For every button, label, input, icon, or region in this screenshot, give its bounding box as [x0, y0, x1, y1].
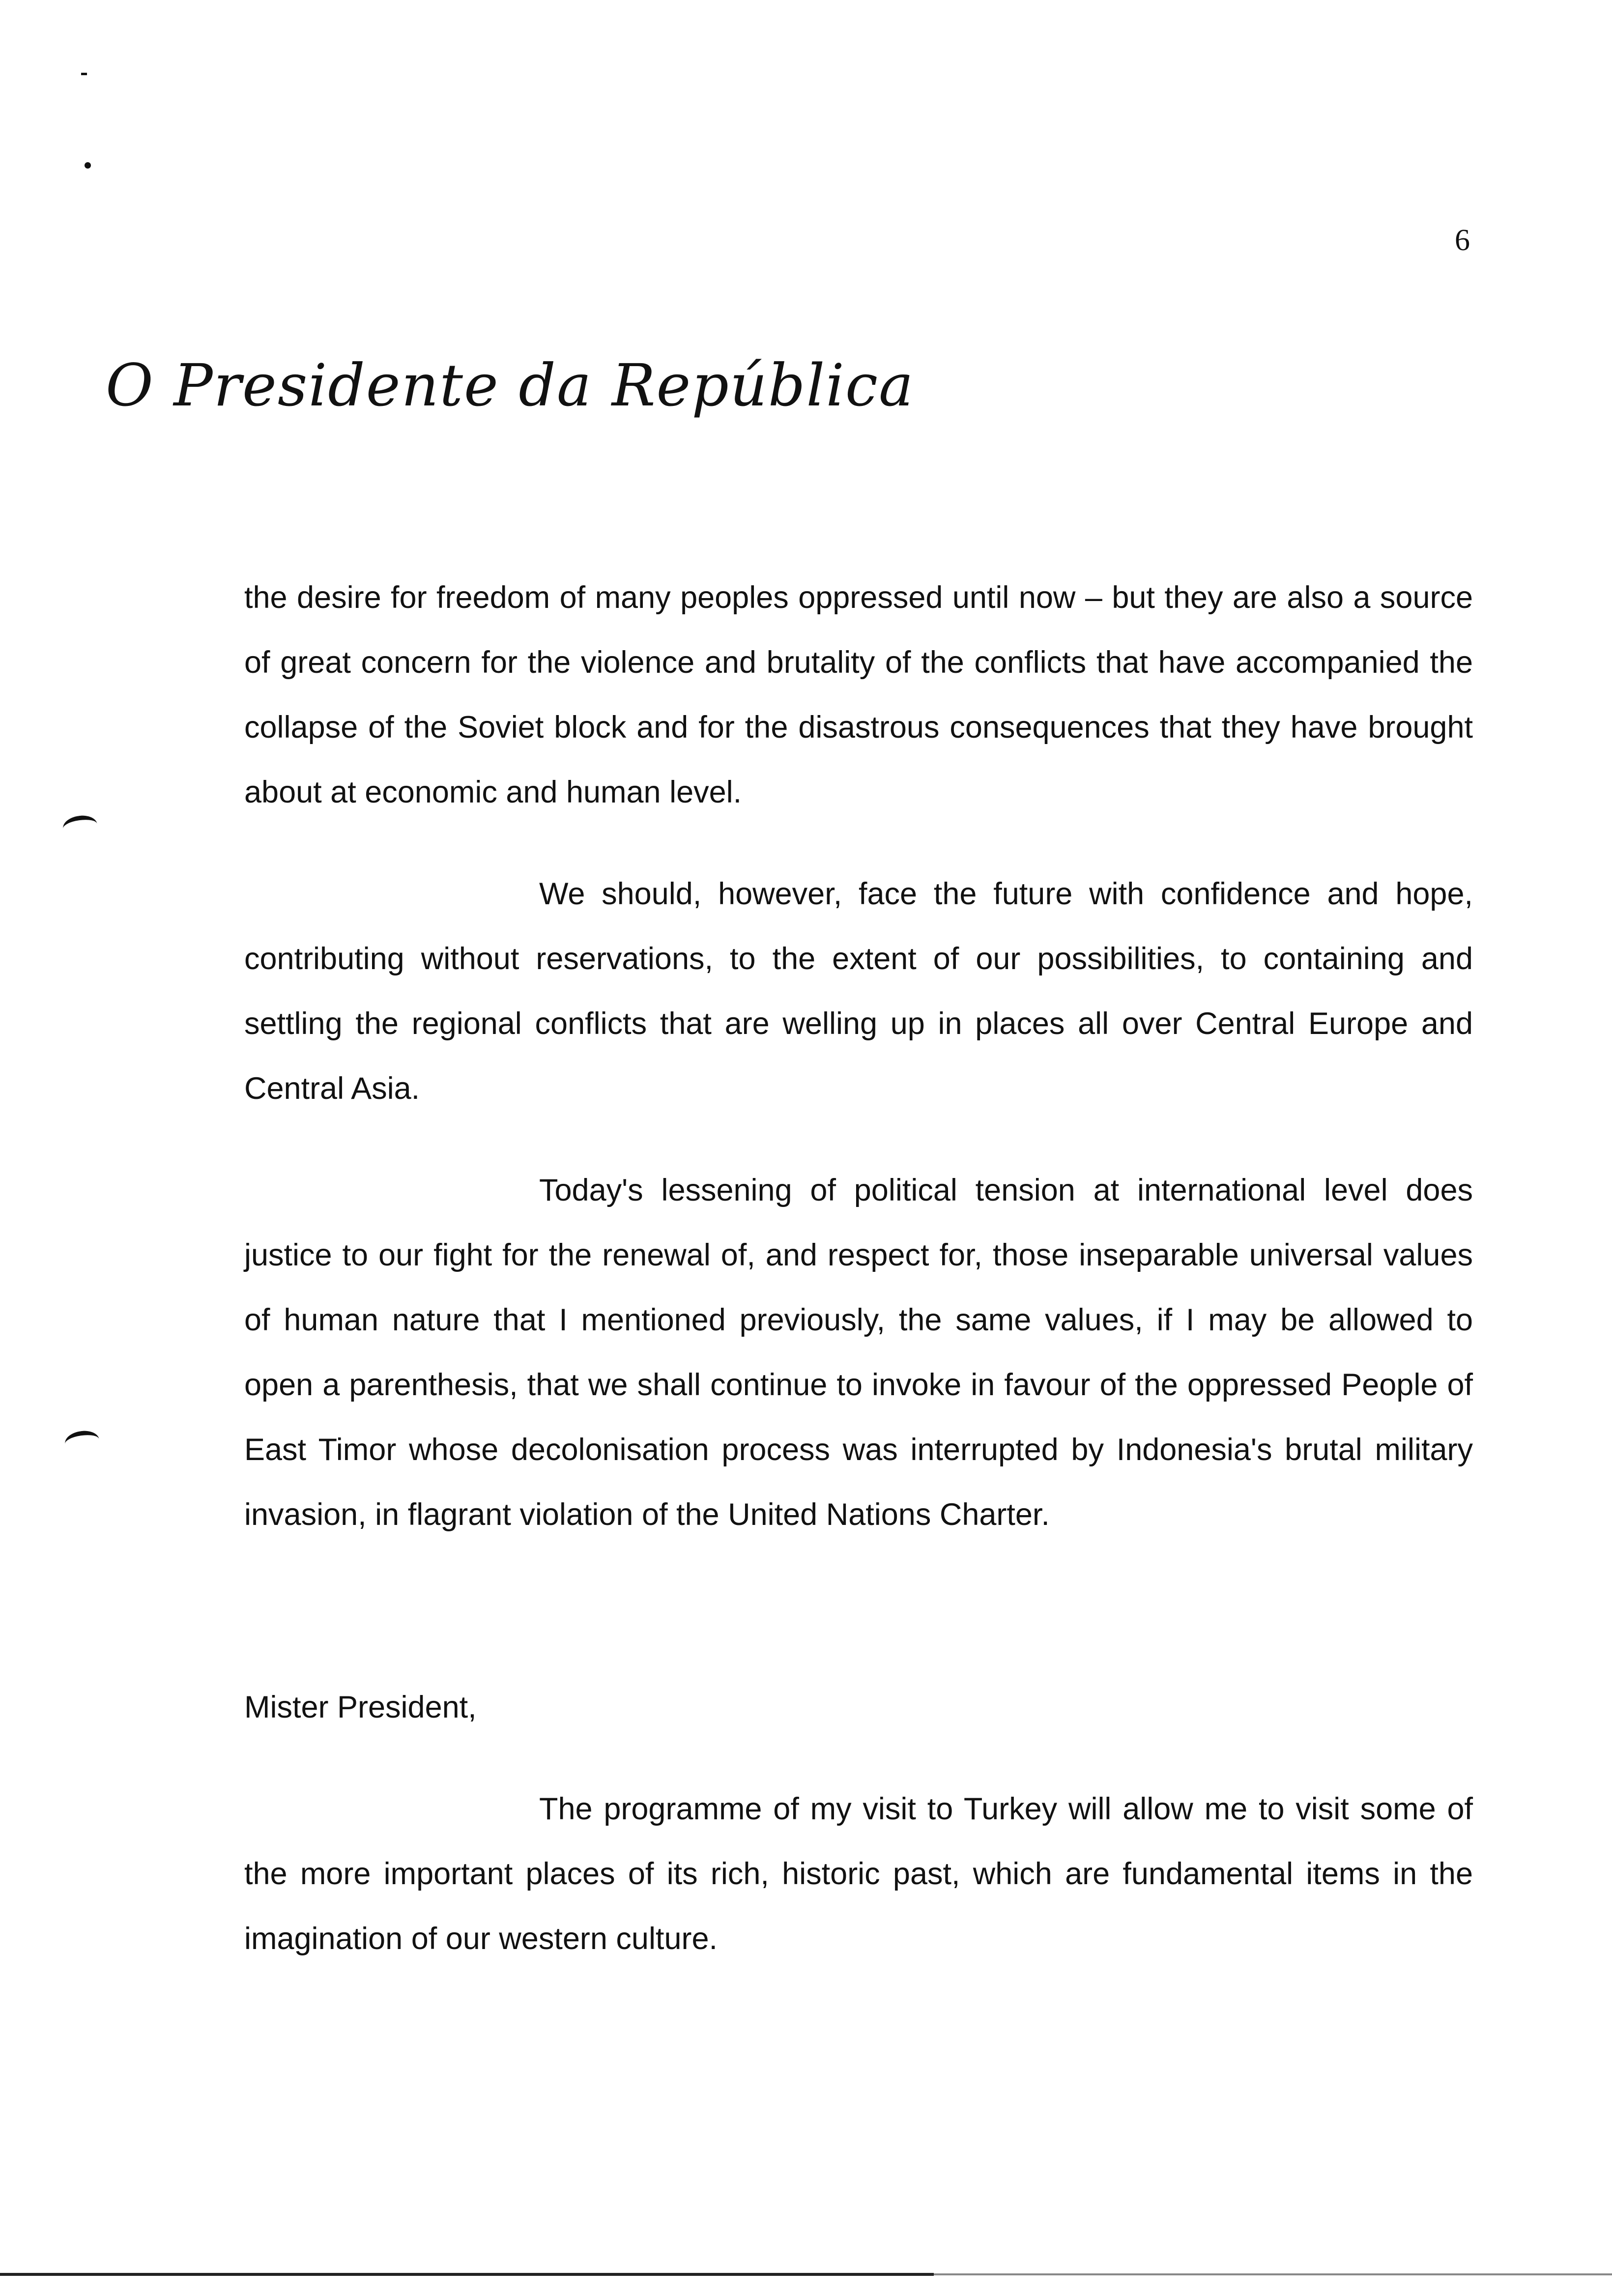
scan-speck — [85, 162, 91, 169]
scan-speck — [81, 73, 87, 75]
paragraph: The programme of my visit to Turkey will allow me to visit some of the more important places of its rich, historic past, which are fundamental items in the imagination of our western culture. — [244, 1792, 1473, 1956]
letterhead-title: O Presidente da República — [106, 351, 915, 419]
bottom-rule — [0, 2273, 934, 2276]
scan-mark — [61, 813, 98, 839]
scan-mark — [63, 1429, 100, 1454]
salutation: Mister President, — [244, 1690, 477, 1724]
bottom-rule — [934, 2273, 1612, 2275]
page-number: 6 — [1455, 224, 1470, 257]
paragraph: Today's lessening of political tension at international level does justice to our fight for the renewal of, and respect for, those inseparable universal values of human nature that I mentioned previously, the same values, if I may be allowed to open a parenthesis, that we shall continue to invoke in favour of the oppressed People of East Timor whose decolonisation process was interrupted by Indonesia's brutal military invasion, in flagrant violation of the United Nations Charter. — [244, 1173, 1473, 1532]
letter-body — [244, 565, 1473, 2008]
paragraph: We should, however, face the future with confidence and hope, contributing without reservations, to the extent of our possibilities, to containing and settling the regional conflicts that are welling up in places all over Central Europe and Central Asia. — [244, 877, 1473, 1106]
paragraph: the desire for freedom of many peoples oppressed until now – but they are also a source of great concern for the violence and brutality of the conflicts that have accompanied the collapse of the Soviet block and for the disastrous consequences that they have brought about at economic and human level. — [244, 580, 1473, 809]
